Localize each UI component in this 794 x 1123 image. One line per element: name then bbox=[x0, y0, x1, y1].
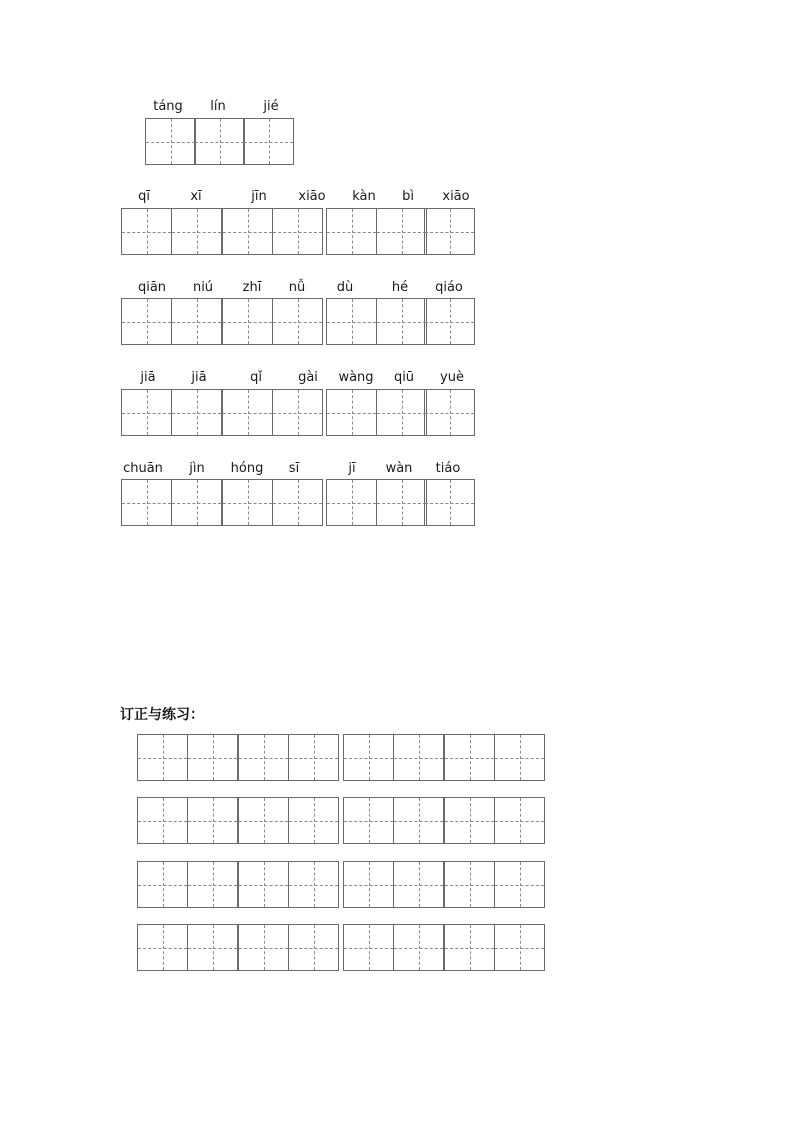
pinyin-label: hé bbox=[391, 280, 409, 295]
writing-cell[interactable] bbox=[444, 797, 495, 844]
writing-cell[interactable] bbox=[121, 208, 172, 255]
writing-cell[interactable] bbox=[494, 924, 545, 971]
practice-row-4 bbox=[137, 924, 546, 970]
pinyin-label: qiān bbox=[137, 280, 167, 295]
pinyin-label: qī bbox=[138, 189, 150, 204]
pinyin-row-3 bbox=[121, 279, 481, 299]
writing-cell[interactable] bbox=[343, 924, 394, 971]
writing-cell[interactable] bbox=[145, 118, 196, 165]
writing-cell[interactable] bbox=[494, 861, 545, 908]
writing-cell[interactable] bbox=[326, 479, 377, 526]
writing-cell[interactable] bbox=[444, 861, 495, 908]
writing-cell[interactable] bbox=[238, 734, 289, 781]
pinyin-label: jī bbox=[348, 461, 356, 476]
writing-cell[interactable] bbox=[243, 118, 294, 165]
tianzige-row-5 bbox=[121, 479, 474, 525]
tianzige-row-4 bbox=[121, 389, 474, 435]
pinyin-label: qiū bbox=[393, 370, 415, 385]
correction-section-title: 订正与练习： bbox=[120, 707, 204, 723]
pinyin-row-5 bbox=[121, 460, 481, 480]
writing-cell[interactable] bbox=[393, 734, 444, 781]
writing-cell[interactable] bbox=[444, 734, 495, 781]
writing-cell[interactable] bbox=[187, 797, 238, 844]
writing-cell[interactable] bbox=[424, 298, 475, 345]
writing-cell[interactable] bbox=[494, 797, 545, 844]
writing-cell[interactable] bbox=[222, 479, 273, 526]
writing-cell[interactable] bbox=[194, 118, 245, 165]
pinyin-label: chuān bbox=[123, 461, 163, 476]
tianzige-row-1 bbox=[145, 118, 292, 164]
pinyin-row-4 bbox=[121, 369, 481, 389]
practice-row-2 bbox=[137, 797, 546, 843]
writing-cell[interactable] bbox=[121, 389, 172, 436]
writing-cell[interactable] bbox=[137, 861, 188, 908]
pinyin-label: qiáo bbox=[435, 280, 463, 295]
writing-cell[interactable] bbox=[238, 924, 289, 971]
writing-cell[interactable] bbox=[288, 861, 339, 908]
pinyin-label: jìn bbox=[189, 461, 205, 476]
pinyin-label: yuè bbox=[440, 370, 464, 385]
pinyin-label: xiāo bbox=[298, 189, 326, 204]
pinyin-row-1 bbox=[145, 98, 295, 118]
writing-cell[interactable] bbox=[288, 924, 339, 971]
writing-cell[interactable] bbox=[343, 797, 394, 844]
pinyin-row-2 bbox=[121, 188, 481, 208]
writing-cell[interactable] bbox=[494, 734, 545, 781]
writing-cell[interactable] bbox=[272, 208, 323, 255]
writing-cell[interactable] bbox=[288, 797, 339, 844]
writing-cell[interactable] bbox=[376, 479, 427, 526]
pinyin-label: wàn bbox=[385, 461, 413, 476]
writing-cell[interactable] bbox=[424, 479, 475, 526]
writing-cell[interactable] bbox=[222, 389, 273, 436]
pinyin-label: tiáo bbox=[435, 461, 461, 476]
writing-cell[interactable] bbox=[272, 479, 323, 526]
pinyin-label: wàng bbox=[338, 370, 374, 385]
writing-cell[interactable] bbox=[137, 734, 188, 781]
pinyin-label: zhī bbox=[242, 280, 262, 295]
writing-cell[interactable] bbox=[393, 797, 444, 844]
writing-cell[interactable] bbox=[187, 861, 238, 908]
writing-cell[interactable] bbox=[171, 298, 222, 345]
writing-cell[interactable] bbox=[326, 298, 377, 345]
pinyin-label: kàn bbox=[352, 189, 376, 204]
writing-cell[interactable] bbox=[326, 389, 377, 436]
writing-cell[interactable] bbox=[343, 734, 394, 781]
writing-cell[interactable] bbox=[376, 298, 427, 345]
pinyin-label: jiā bbox=[191, 370, 207, 385]
writing-cell[interactable] bbox=[393, 924, 444, 971]
pinyin-label: gài bbox=[298, 370, 318, 385]
writing-cell[interactable] bbox=[222, 208, 273, 255]
writing-cell[interactable] bbox=[238, 861, 289, 908]
pinyin-label: nǚ bbox=[288, 280, 306, 295]
pinyin-label: niú bbox=[192, 280, 214, 295]
writing-cell[interactable] bbox=[171, 208, 222, 255]
writing-cell[interactable] bbox=[444, 924, 495, 971]
writing-cell[interactable] bbox=[272, 389, 323, 436]
writing-cell[interactable] bbox=[238, 797, 289, 844]
writing-cell[interactable] bbox=[343, 861, 394, 908]
pinyin-label: hóng bbox=[230, 461, 264, 476]
tianzige-row-2 bbox=[121, 208, 474, 254]
pinyin-label: xiāo bbox=[442, 189, 470, 204]
writing-cell[interactable] bbox=[424, 389, 475, 436]
pinyin-label: jīn bbox=[251, 189, 267, 204]
writing-cell[interactable] bbox=[288, 734, 339, 781]
writing-cell[interactable] bbox=[393, 861, 444, 908]
writing-cell[interactable] bbox=[137, 924, 188, 971]
pinyin-label: lín bbox=[210, 99, 226, 114]
writing-cell[interactable] bbox=[171, 389, 222, 436]
tianzige-row-3 bbox=[121, 298, 474, 344]
writing-cell[interactable] bbox=[137, 797, 188, 844]
writing-cell[interactable] bbox=[121, 298, 172, 345]
writing-cell[interactable] bbox=[187, 734, 238, 781]
pinyin-label: dù bbox=[336, 280, 354, 295]
writing-cell[interactable] bbox=[222, 298, 273, 345]
writing-cell[interactable] bbox=[376, 208, 427, 255]
writing-cell[interactable] bbox=[424, 208, 475, 255]
pinyin-label: xī bbox=[190, 189, 202, 204]
pinyin-label: táng bbox=[153, 99, 183, 114]
pinyin-label: jiā bbox=[140, 370, 156, 385]
writing-cell[interactable] bbox=[171, 479, 222, 526]
writing-cell[interactable] bbox=[326, 208, 377, 255]
pinyin-label: sī bbox=[288, 461, 300, 476]
pinyin-label: bì bbox=[402, 189, 414, 204]
practice-row-3 bbox=[137, 861, 546, 907]
writing-cell[interactable] bbox=[121, 479, 172, 526]
writing-cell[interactable] bbox=[272, 298, 323, 345]
writing-cell[interactable] bbox=[187, 924, 238, 971]
writing-cell[interactable] bbox=[376, 389, 427, 436]
pinyin-label: qǐ bbox=[250, 370, 262, 385]
pinyin-label: jié bbox=[263, 99, 279, 114]
practice-row-1 bbox=[137, 734, 546, 780]
